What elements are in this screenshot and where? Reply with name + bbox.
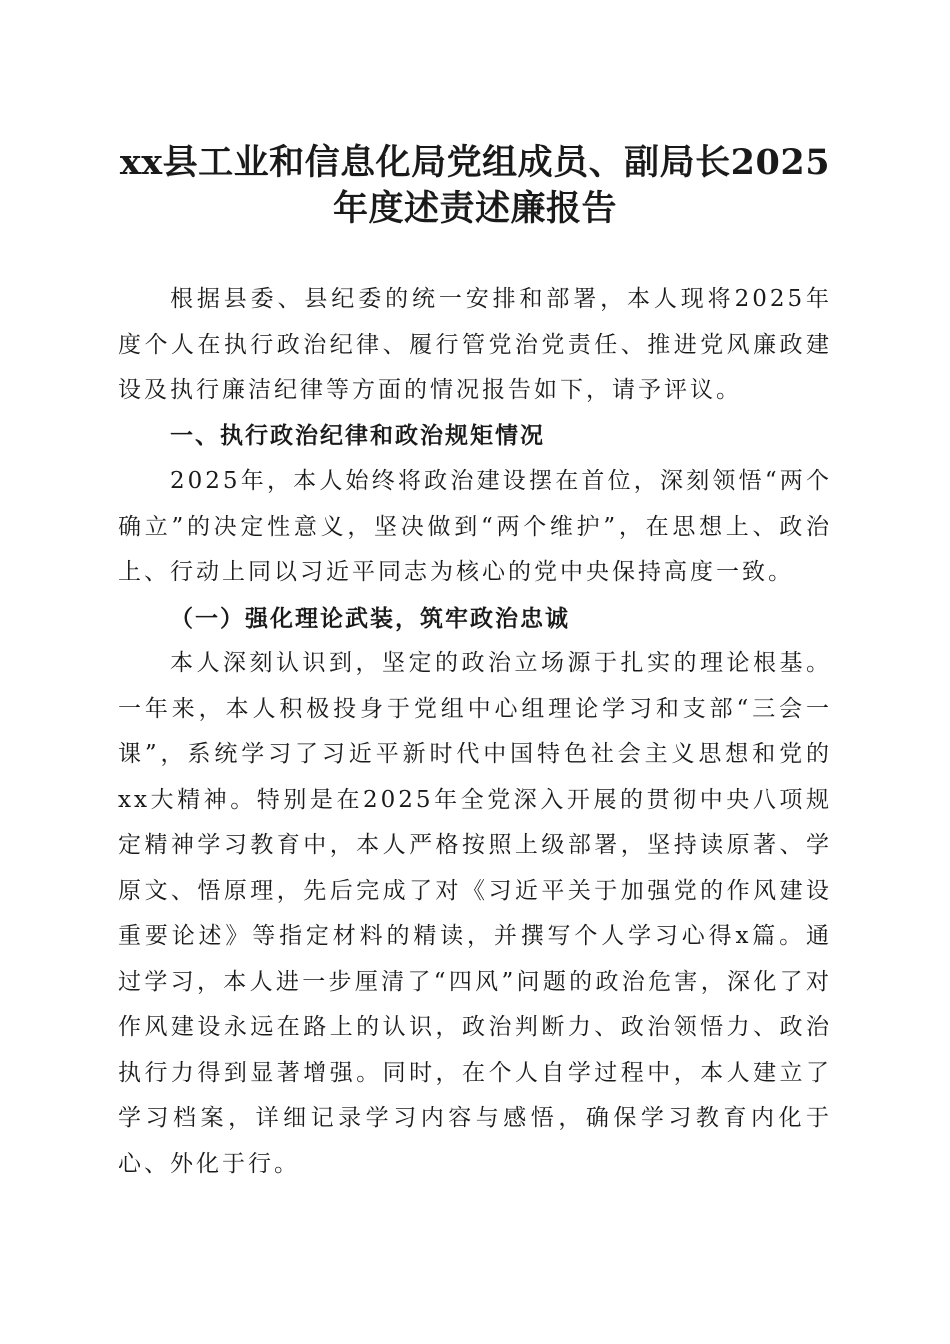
subsection-heading: （一）强化理论武装，筑牢政治忠诚 bbox=[170, 604, 570, 632]
document-title-line-1: xx县工业和信息化局党组成员、副局长2025 bbox=[119, 142, 831, 183]
document-title-line-2: 年度述责述廉报告 bbox=[332, 188, 617, 229]
intro-paragraph: 根据县委、县纪委的统一安排和部署，本人现将2025年度个人在执行政治纪律、履行管党治党责任、推进党风廉政建设及执行廉洁纪律等方面的情况报告如下，请予评议。 bbox=[118, 286, 832, 403]
section-heading: 一、执行政治纪律和政治规矩情况 bbox=[170, 422, 545, 449]
section-paragraph: 2025年，本人始终将政治建设摆在首位，深刻领悟“两个确立”的决定性意义，坚决做到“两个维护”，在思想上、政治上、行动上同以习近平同志为核心的党中央保持高度一致。 bbox=[118, 468, 832, 585]
subsection-paragraph: 本人深刻认识到，坚定的政治立场源于扎实的理论根基。一年来，本人积极投身于党组中心组理论学习和支部“三会一课”，系统学习了习近平新时代中国特色社会主义思想和党的xx大精神。特别是在2025年全党深入开展的贯彻中央八项规定精神学习教育中，本人严格按照上级部署，坚持读原著、学原文、悟原理，先后完成了对《习近平关于加强党的作风建设重要论述》等指定材料的精读，并撰写个人学习心得x篇。通过学习，本人进一步厘清了“四风”问题的政治危害，深化了对作风建设永远在路上的认识，政治判断力、政治领悟力、政治执行力得到显著增强。同时，在个人自学过程中，本人建立了学习档案，详细记录学习内容与感悟，确保学习教育内化于心、外化于行。 bbox=[118, 650, 832, 1177]
document-body bbox=[118, 277, 832, 1187]
